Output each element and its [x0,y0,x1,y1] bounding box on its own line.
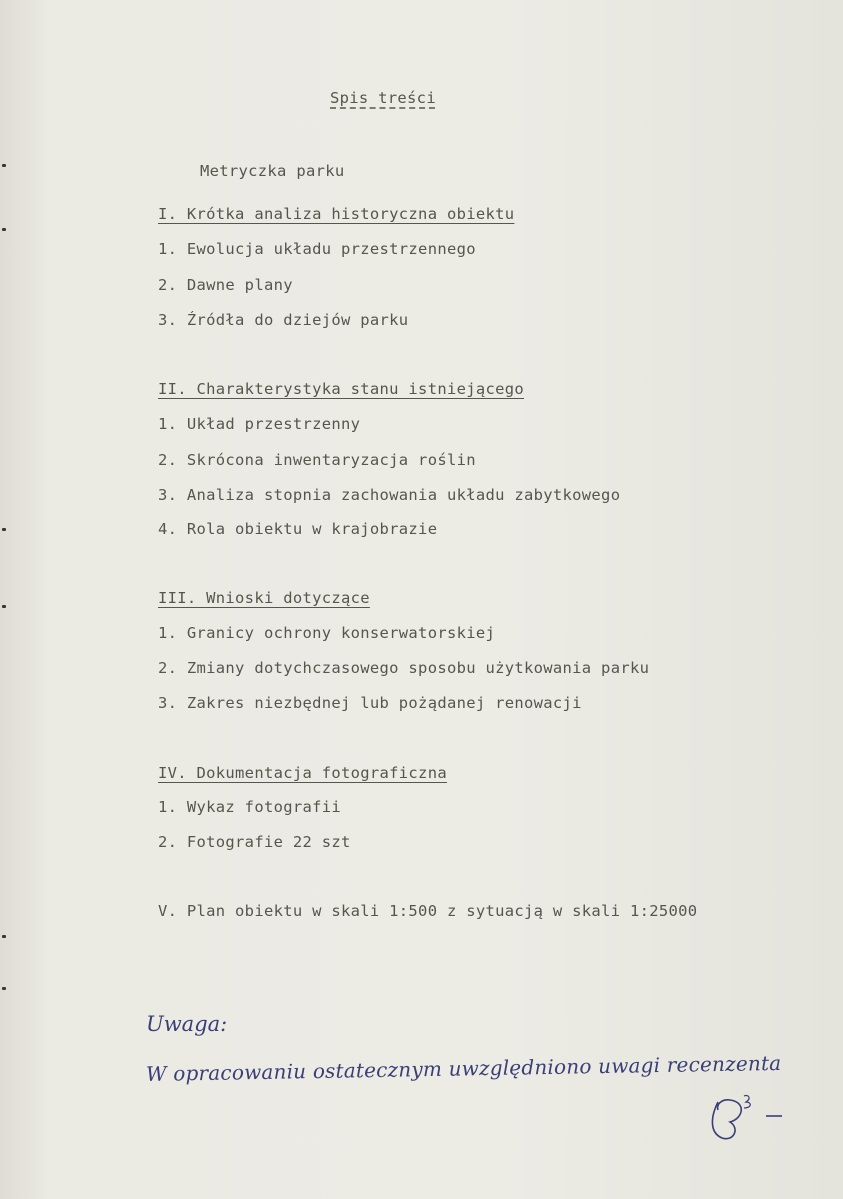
toc-item: 2. Zmiany dotychczasowego sposobu użytkowania parku [158,659,650,677]
toc-item: 2. Fotografie 22 szt [158,833,351,851]
punch-mark [2,605,6,608]
toc-item: 2. Dawne plany [158,276,293,294]
toc-item: 2. Skrócona inwentaryzacja roślin [158,451,476,469]
punch-mark [2,528,6,531]
intro-item: Metryczka parku [200,162,345,180]
toc-item: 4. Rola obiektu w krajobrazie [158,520,438,538]
toc-item: 1. Ewolucja układu przestrzennego [158,240,476,258]
toc-item: 3. Źródła do dziejów parku [158,311,409,329]
handwritten-note-label: Uwaga: [146,1012,228,1036]
final-item: V. Plan obiektu w skali 1:500 z sytuacją w skali 1:25000 [158,902,698,920]
handwritten-note-text: W opracowaniu ostatecznym uwzględniono uwagi recenzenta [145,1050,782,1086]
punch-mark [2,228,6,231]
section-heading-3: III. Wnioski dotyczące [158,589,370,607]
toc-item: 3. Analiza stopnia zachowania układu zabytkowego [158,486,621,504]
signature-icon [700,1088,810,1148]
punch-mark [2,987,6,990]
section-heading-4: IV. Dokumentacja fotograficzna [158,764,447,782]
section-heading-2: II. Charakterystyka stanu istniejącego [158,380,525,398]
toc-item: 3. Zakres niezbędnej lub pożądanej renowacji [158,694,582,712]
punch-mark [2,935,6,938]
page-title: Spis treści [330,89,436,107]
toc-item: 1. Granicy ochrony konserwatorskiej [158,624,496,642]
toc-item: 1. Wykaz fotografii [158,798,342,816]
punch-mark [2,164,6,167]
toc-item: 1. Układ przestrzenny [158,415,361,433]
section-heading-1: I. Krótka analiza historyczna obiektu [158,205,515,223]
